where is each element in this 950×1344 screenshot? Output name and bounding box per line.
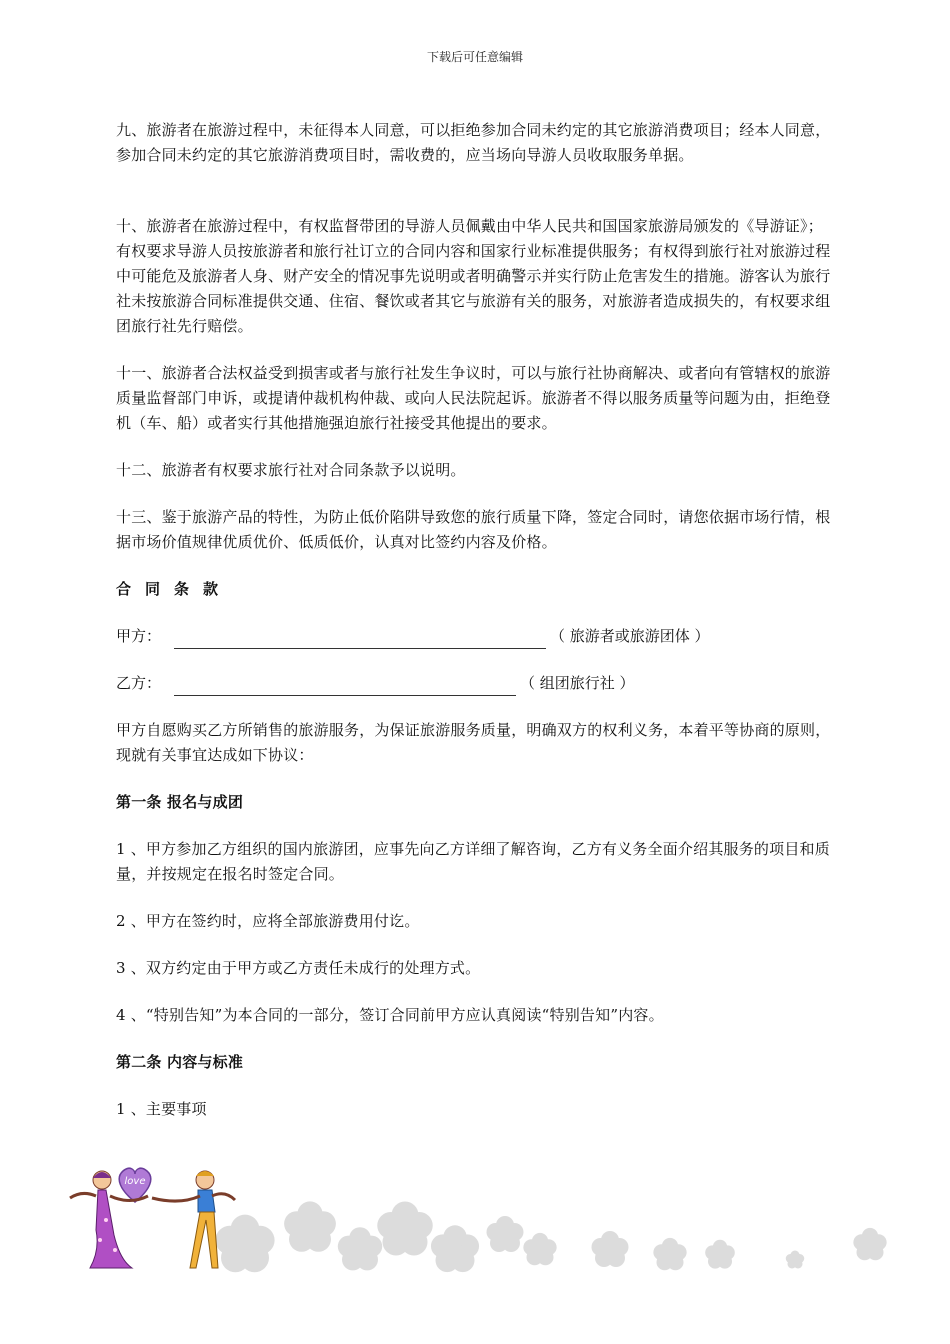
article-1-title: 第一条 报名与成团 — [116, 793, 244, 811]
clause-12: 十二、旅游者有权要求旅行社对合同条款予以说明。 — [116, 461, 466, 479]
article-1-item-1: 1 、甲方参加乙方组织的国内旅游团，应事先向乙方详细了解咨询，乙方有义务全面介绍其服务的项目和质量，并按规定在报名时签定合同。 — [116, 840, 830, 883]
heart-badge-text: love — [124, 1176, 146, 1187]
article-1-item-4: 4 、“特别告知”为本合同的一部分，签订合同前甲方应认真阅读“特别告知”内容。 — [116, 1006, 664, 1024]
decorative-footer — [60, 1150, 930, 1300]
article-1-item-3: 3 、双方约定由于甲方或乙方责任未成行的处理方式。 — [116, 959, 481, 977]
clause-10: 十、旅游者在旅游过程中，有权监督带团的导游人员佩戴由中华人民共和国国家旅游局颁发的《导游证》；有权要求导游人员按旅游者和旅行社订立的合同内容和国家行业标准提供服务；有权得到旅行社对旅游过程中可能危及旅游者人身、财产安全的情况事先说明或者明确警示并实行防止危害发生的措施。游客认为旅行社未按旅游合同标准提供交通、住宿、餐饮或者其它与旅游有关的服务，对旅游者造成损失的，有权要求组团旅行社先行赔偿。 — [116, 217, 831, 335]
party-a-note: （ 旅游者或旅游团体 ） — [550, 627, 710, 645]
contract-intro: 甲方自愿购买乙方所销售的旅游服务，为保证旅游服务质量，明确双方的权利义务，本着平等协商的原则，现就有关事宜达成如下协议： — [116, 721, 831, 764]
party-a-row — [116, 624, 836, 649]
flower-trail-icon — [215, 1201, 886, 1272]
party-a-blank[interactable] — [174, 630, 546, 649]
clause-9: 九、旅游者在旅游过程中，未征得本人同意，可以拒绝参加合同未约定的其它旅游消费项目；经本人同意，参加合同未约定的其它旅游消费项目时，需收费的，应当场向导游人员收取服务单据。 — [116, 121, 831, 164]
document-body — [116, 118, 836, 1122]
party-b-note: （ 组团旅行社 ） — [520, 674, 635, 692]
party-b-row — [116, 671, 836, 696]
contract-terms-title: 合同条款 — [116, 580, 233, 598]
footer-illustration — [60, 1150, 930, 1300]
clause-13: 十三、鉴于旅游产品的特性，为防止低价陷阱导致您的旅行质量下降，签定合同时，请您依据市场行情，根据市场价值规律优质优价、低质低价，认真对比签约内容及价格。 — [116, 508, 831, 551]
article-1-item-2: 2 、甲方在签约时，应将全部旅游费用付讫。 — [116, 912, 420, 930]
party-b-label: 乙方： — [116, 674, 162, 692]
article-2-title: 第二条 内容与标准 — [116, 1053, 244, 1071]
header-note: 下载后可任意编辑 — [426, 50, 523, 64]
party-a-label: 甲方： — [116, 627, 162, 645]
party-b-blank[interactable] — [174, 677, 516, 696]
clause-11: 十一、旅游者合法权益受到损害或者与旅行社发生争议时，可以与旅行社协商解决、或者向有管辖权的旅游质量监督部门申诉，或提请仲裁机构仲裁、或向人民法院起诉。旅游者不得以服务质量等问题为由，拒绝登机（车、船）或者实行其他措施强迫旅行社接受其他提出的要求。 — [116, 364, 831, 432]
article-2-item-1: 1 、主要事项 — [116, 1100, 207, 1118]
